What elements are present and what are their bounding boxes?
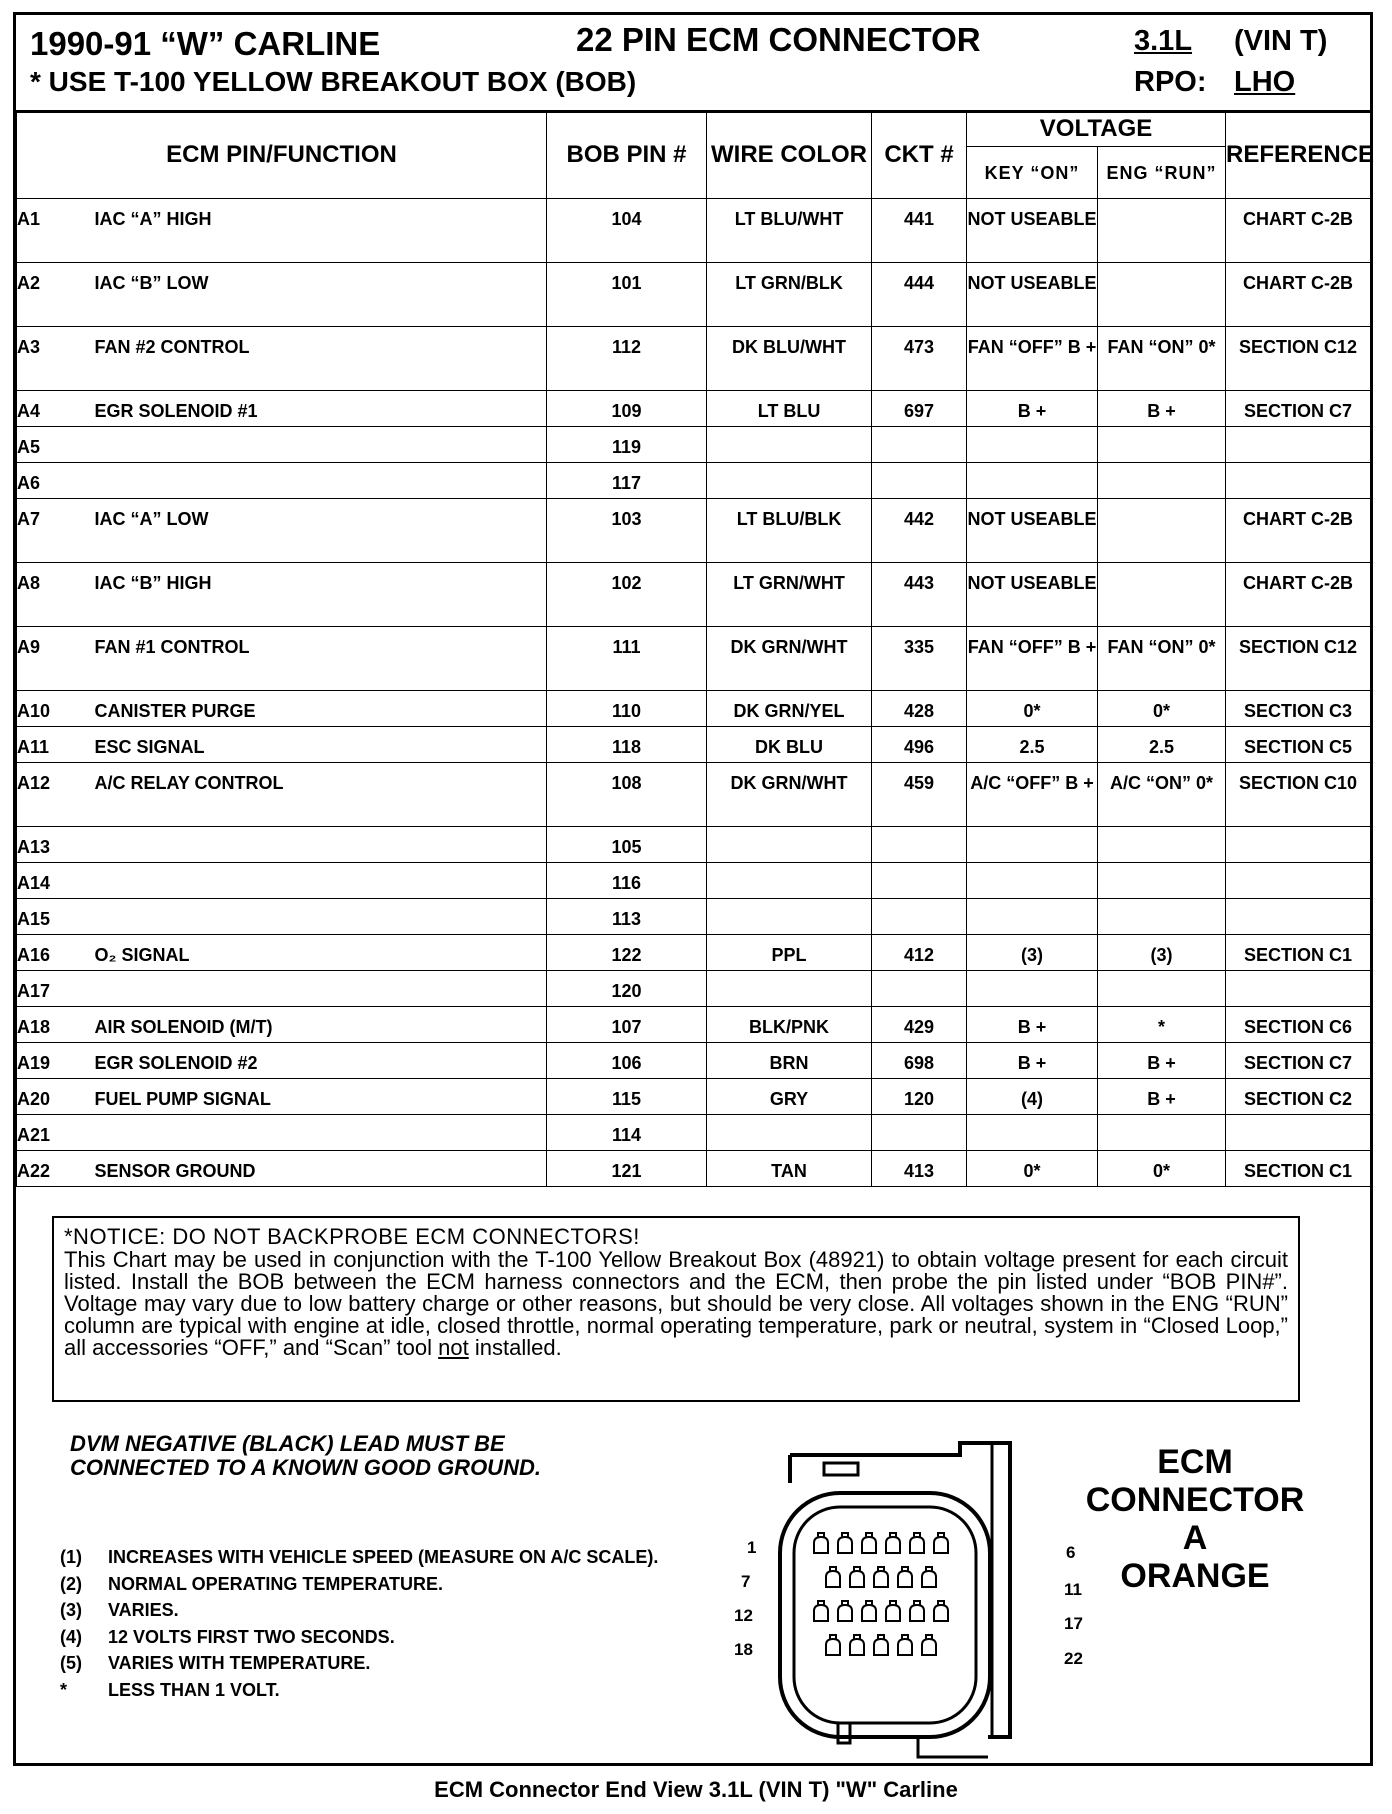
pin-cavity — [910, 1533, 924, 1553]
pin-label-1: 1 — [747, 1538, 757, 1557]
footnote-item — [60, 1680, 280, 1701]
eng-run-cell — [1098, 1115, 1226, 1151]
key-on-cell: FAN “OFF” B + — [967, 627, 1098, 691]
pin-cell: A9 — [17, 627, 95, 691]
col-voltage: VOLTAGE — [967, 111, 1226, 147]
pin-label-18: 18 — [734, 1640, 753, 1659]
pin-cell: A14 — [17, 863, 95, 899]
connector-end-view-diagram — [770, 1437, 1090, 1767]
pin-cell: A22 — [17, 1151, 95, 1187]
function-cell: FAN #2 CONTROL — [95, 327, 547, 391]
wire-color-cell — [707, 463, 872, 499]
function-cell: EGR SOLENOID #2 — [95, 1043, 547, 1079]
footnote-key: * — [60, 1679, 68, 1700]
pin-cavity — [826, 1635, 840, 1655]
connector-label-line-1: ECM — [1157, 1443, 1233, 1481]
pin-cavity — [922, 1635, 936, 1655]
key-on-cell: (4) — [967, 1079, 1098, 1115]
eng-run-cell: B + — [1098, 391, 1226, 427]
pin-cavity — [838, 1533, 852, 1553]
bob-pin-cell: 114 — [547, 1115, 707, 1151]
figure-caption: ECM Connector End View 3.1L (VIN T) "W" Carline — [434, 1777, 958, 1802]
bob-pin-cell: 107 — [547, 1007, 707, 1043]
reference-cell: CHART C-2B — [1226, 199, 1371, 263]
function-cell: IAC “A” HIGH — [95, 199, 547, 263]
pin-label-6: 6 — [1066, 1543, 1076, 1562]
footnote-text: LESS THAN 1 VOLT. — [108, 1679, 280, 1700]
rpo-value: LHO — [1234, 66, 1296, 98]
connector-label-line-2: CONNECTOR A — [1085, 1481, 1305, 1557]
table-row — [17, 499, 1371, 563]
ckt-cell: 698 — [872, 1043, 967, 1079]
bob-note: * USE T-100 YELLOW BREAKOUT BOX (BOB) — [30, 66, 637, 97]
connector-title: 22 PIN ECM CONNECTOR — [576, 21, 981, 58]
eng-run-cell — [1098, 427, 1226, 463]
notice-not: not — [438, 1335, 469, 1360]
pin-cavity — [862, 1533, 876, 1553]
pin-cavity — [898, 1635, 912, 1655]
pin-cell: A15 — [17, 899, 95, 935]
pin-cavity — [898, 1567, 912, 1587]
bob-pin-cell: 108 — [547, 763, 707, 827]
pin-label-11: 11 — [1064, 1580, 1082, 1599]
key-on-cell — [967, 971, 1098, 1007]
bob-pin-cell: 112 — [547, 327, 707, 391]
reference-cell: SECTION C6 — [1226, 1007, 1371, 1043]
key-on-cell: 0* — [967, 691, 1098, 727]
key-on-cell: B + — [967, 391, 1098, 427]
ckt-cell: 443 — [872, 563, 967, 627]
pin-cell: A2 — [17, 263, 95, 327]
footnote-text: VARIES. — [108, 1600, 179, 1620]
eng-run-cell: (3) — [1098, 935, 1226, 971]
pin-cell: A11 — [17, 727, 95, 763]
wire-color-cell: TAN — [707, 1151, 872, 1187]
eng-run-cell: B + — [1098, 1043, 1226, 1079]
pin-cavity — [850, 1635, 864, 1655]
dvm-line-1: DVM NEGATIVE (BLACK) LEAD MUST BE — [70, 1431, 505, 1456]
reference-cell: SECTION C12 — [1226, 327, 1371, 391]
bob-pin-cell: 119 — [547, 427, 707, 463]
pin-cell: A7 — [17, 499, 95, 563]
table-row — [17, 827, 1371, 863]
bob-pin-cell: 111 — [547, 627, 707, 691]
wire-color-cell: DK GRN/WHT — [707, 627, 872, 691]
pin-cavity — [886, 1601, 900, 1621]
table-row — [17, 627, 1371, 691]
eng-run-cell: 0* — [1098, 1151, 1226, 1187]
function-cell — [95, 971, 547, 1007]
table-row — [17, 935, 1371, 971]
function-cell: FUEL PUMP SIGNAL — [95, 1079, 547, 1115]
eng-run-cell: 2.5 — [1098, 727, 1226, 763]
eng-run-cell — [1098, 863, 1226, 899]
table-row — [17, 427, 1371, 463]
footnote-key: (1) — [60, 1547, 82, 1567]
ckt-cell: 697 — [872, 391, 967, 427]
bob-pin-cell: 110 — [547, 691, 707, 727]
function-cell: O₂ SIGNAL — [95, 935, 547, 971]
wire-color-cell: LT BLU/BLK — [707, 499, 872, 563]
reference-cell: SECTION C1 — [1226, 935, 1371, 971]
function-cell: SENSOR GROUND — [95, 1151, 547, 1187]
rpo-label: RPO: — [1134, 66, 1207, 98]
ckt-cell: 429 — [872, 1007, 967, 1043]
reference-cell — [1226, 971, 1371, 1007]
pin-cell: A5 — [17, 427, 95, 463]
pin-label-22: 22 — [1064, 1649, 1083, 1668]
col-reference: REFERENCE — [1226, 111, 1371, 199]
ckt-cell — [872, 427, 967, 463]
pin-cell: A3 — [17, 327, 95, 391]
notice-body — [64, 1249, 1288, 1359]
table-row — [17, 1079, 1371, 1115]
pin-cavity — [862, 1601, 876, 1621]
col-bob-pin: BOB PIN # — [547, 111, 707, 199]
table-row — [17, 691, 1371, 727]
wire-color-cell: DK BLU — [707, 727, 872, 763]
ckt-cell: 335 — [872, 627, 967, 691]
reference-cell — [1226, 863, 1371, 899]
function-cell — [95, 827, 547, 863]
function-cell: FAN #1 CONTROL — [95, 627, 547, 691]
key-on-cell: NOT USEABLE — [967, 263, 1098, 327]
footnote-item — [60, 1547, 658, 1568]
wire-color-cell — [707, 427, 872, 463]
wire-color-cell: DK GRN/WHT — [707, 763, 872, 827]
footnote-key: (5) — [60, 1653, 82, 1673]
wire-color-cell — [707, 863, 872, 899]
table-row — [17, 563, 1371, 627]
pin-cell: A18 — [17, 1007, 95, 1043]
wire-color-cell: BLK/PNK — [707, 1007, 872, 1043]
table-row — [17, 327, 1371, 391]
table-row — [17, 1151, 1371, 1187]
bob-pin-cell: 116 — [547, 863, 707, 899]
vin-code: (VIN T) — [1234, 25, 1328, 57]
function-cell: IAC “B” LOW — [95, 263, 547, 327]
pin-cavity — [814, 1601, 828, 1621]
footnote-item — [60, 1653, 370, 1674]
pin-cell: A12 — [17, 763, 95, 827]
bob-pin-cell: 103 — [547, 499, 707, 563]
eng-run-cell — [1098, 899, 1226, 935]
pin-label-7: 7 — [741, 1572, 751, 1591]
key-on-cell: NOT USEABLE — [967, 499, 1098, 563]
footnote-text: INCREASES WITH VEHICLE SPEED (MEASURE ON A/C SCALE). — [108, 1547, 659, 1567]
bob-pin-cell: 102 — [547, 563, 707, 627]
ckt-cell: 428 — [872, 691, 967, 727]
key-on-cell: 0* — [967, 1151, 1098, 1187]
reference-cell — [1226, 463, 1371, 499]
eng-run-cell — [1098, 263, 1226, 327]
function-cell: A/C RELAY CONTROL — [95, 763, 547, 827]
table-row — [17, 463, 1371, 499]
eng-run-cell — [1098, 499, 1226, 563]
bob-pin-cell: 109 — [547, 391, 707, 427]
col-pin-function: ECM PIN/FUNCTION — [17, 111, 547, 199]
bob-pin-cell: 122 — [547, 935, 707, 971]
pin-cell: A4 — [17, 391, 95, 427]
ckt-cell: 444 — [872, 263, 967, 327]
pin-cell: A10 — [17, 691, 95, 727]
footnote-text: VARIES WITH TEMPERATURE. — [108, 1653, 371, 1673]
wire-color-cell — [707, 971, 872, 1007]
footnote-text: NORMAL OPERATING TEMPERATURE. — [108, 1573, 444, 1594]
function-cell — [95, 899, 547, 935]
eng-run-cell — [1098, 199, 1226, 263]
eng-run-cell — [1098, 971, 1226, 1007]
function-cell — [95, 427, 547, 463]
pin-label-17: 17 — [1064, 1614, 1083, 1633]
ckt-cell: 412 — [872, 935, 967, 971]
key-on-cell: 2.5 — [967, 727, 1098, 763]
key-on-cell: A/C “OFF” B + — [967, 763, 1098, 827]
pin-cell: A20 — [17, 1079, 95, 1115]
pin-label-12: 12 — [734, 1606, 753, 1625]
pin-cavity — [838, 1601, 852, 1621]
chart-header — [16, 15, 1370, 113]
ckt-cell: 442 — [872, 499, 967, 563]
wire-color-cell: PPL — [707, 935, 872, 971]
pin-cell: A13 — [17, 827, 95, 863]
pin-cell: A6 — [17, 463, 95, 499]
eng-run-cell: A/C “ON” 0* — [1098, 763, 1226, 827]
ckt-cell: 120 — [872, 1079, 967, 1115]
table-row — [17, 727, 1371, 763]
notice-heading: *NOTICE: DO NOT BACKPROBE ECM CONNECTORS! — [64, 1224, 640, 1249]
reference-cell: SECTION C1 — [1226, 1151, 1371, 1187]
notice-text: This Chart may be used in conjunction with the T-100 Yellow Breakout Box (48921) to obtain voltage present for each circuit listed. Install the BOB between the ECM harness connectors and the ECM, then probe the pin listed under “BOB PIN#”. Voltage may vary due to low battery charge or other reasons, but should be very close. All voltages shown in the ENG “RUN” column are typical with engine at idle, closed throttle, normal operating temperature, park or neutral, system in “Closed Loop,” all accessories “OFF,” and “Scan” tool — [64, 1247, 1288, 1360]
dvm-warning — [70, 1432, 541, 1480]
reference-cell: SECTION C10 — [1226, 763, 1371, 827]
footnote-item — [60, 1600, 179, 1621]
ckt-cell — [872, 827, 967, 863]
col-key-on: KEY “ON” — [967, 147, 1098, 199]
ckt-cell — [872, 1115, 967, 1151]
reference-cell: SECTION C2 — [1226, 1079, 1371, 1115]
ckt-cell: 473 — [872, 327, 967, 391]
reference-cell — [1226, 827, 1371, 863]
wire-color-cell: GRY — [707, 1079, 872, 1115]
table-row — [17, 199, 1371, 263]
reference-cell: CHART C-2B — [1226, 499, 1371, 563]
bob-pin-cell: 118 — [547, 727, 707, 763]
function-cell: EGR SOLENOID #1 — [95, 391, 547, 427]
col-eng-run: ENG “RUN” — [1098, 147, 1226, 199]
bob-pin-cell: 105 — [547, 827, 707, 863]
table-row — [17, 1043, 1371, 1079]
carline-title: 1990-91 “W” CARLINE — [30, 25, 381, 62]
pin-cavity — [886, 1533, 900, 1553]
table-row — [17, 763, 1371, 827]
dvm-line-2: CONNECTED TO A KNOWN GOOD GROUND. — [70, 1455, 541, 1480]
wire-color-cell: DK GRN/YEL — [707, 691, 872, 727]
function-cell: ESC SIGNAL — [95, 727, 547, 763]
reference-cell: SECTION C3 — [1226, 691, 1371, 727]
key-on-cell: (3) — [967, 935, 1098, 971]
ckt-cell: 496 — [872, 727, 967, 763]
eng-run-cell: 0* — [1098, 691, 1226, 727]
connector-label — [1070, 1443, 1320, 1595]
table-row — [17, 1115, 1371, 1151]
key-on-cell — [967, 463, 1098, 499]
pin-cavity — [934, 1601, 948, 1621]
bob-pin-cell: 115 — [547, 1079, 707, 1115]
notice-text-end: installed. — [468, 1335, 562, 1360]
reference-cell: SECTION C7 — [1226, 391, 1371, 427]
key-on-cell: FAN “OFF” B + — [967, 327, 1098, 391]
ckt-cell — [872, 463, 967, 499]
wire-color-cell: LT BLU — [707, 391, 872, 427]
pin-cell: A16 — [17, 935, 95, 971]
key-on-cell: B + — [967, 1043, 1098, 1079]
pin-cell: A8 — [17, 563, 95, 627]
wire-color-cell: DK BLU/WHT — [707, 327, 872, 391]
reference-cell: SECTION C7 — [1226, 1043, 1371, 1079]
bob-pin-cell: 101 — [547, 263, 707, 327]
eng-run-cell: B + — [1098, 1079, 1226, 1115]
wire-color-cell: BRN — [707, 1043, 872, 1079]
connector-label-line-3: ORANGE — [1120, 1557, 1270, 1595]
pin-cavity — [826, 1567, 840, 1587]
pin-cavity — [910, 1601, 924, 1621]
reference-cell — [1226, 899, 1371, 935]
function-cell: IAC “B” HIGH — [95, 563, 547, 627]
key-on-cell: NOT USEABLE — [967, 563, 1098, 627]
eng-run-cell — [1098, 827, 1226, 863]
key-on-cell: B + — [967, 1007, 1098, 1043]
function-cell — [95, 463, 547, 499]
col-ckt: CKT # — [872, 111, 967, 199]
table-row — [17, 391, 1371, 427]
wire-color-cell — [707, 1115, 872, 1151]
function-cell: CANISTER PURGE — [95, 691, 547, 727]
footnote-key: (2) — [60, 1573, 82, 1594]
table-row — [17, 863, 1371, 899]
pin-cell: A17 — [17, 971, 95, 1007]
pin-cavity — [874, 1635, 888, 1655]
bob-pin-cell: 106 — [547, 1043, 707, 1079]
pin-cell: A21 — [17, 1115, 95, 1151]
eng-run-cell — [1098, 563, 1226, 627]
key-on-cell — [967, 863, 1098, 899]
table-row — [17, 899, 1371, 935]
reference-cell — [1226, 1115, 1371, 1151]
reference-cell: CHART C-2B — [1226, 563, 1371, 627]
wire-color-cell: LT BLU/WHT — [707, 199, 872, 263]
bob-pin-cell: 121 — [547, 1151, 707, 1187]
eng-run-cell — [1098, 463, 1226, 499]
key-on-cell — [967, 1115, 1098, 1151]
pin-voltage-table — [16, 110, 1375, 1187]
notice-box — [52, 1216, 1300, 1402]
footnote-key: (4) — [60, 1626, 82, 1647]
bob-pin-cell: 113 — [547, 899, 707, 935]
connector-pins — [814, 1533, 948, 1655]
pin-cavity — [814, 1533, 828, 1553]
function-cell: AIR SOLENOID (M/T) — [95, 1007, 547, 1043]
eng-run-cell: * — [1098, 1007, 1226, 1043]
function-cell — [95, 1115, 547, 1151]
ckt-cell: 441 — [872, 199, 967, 263]
bob-pin-cell: 104 — [547, 199, 707, 263]
footnote-item — [60, 1574, 443, 1595]
pin-cavity — [922, 1567, 936, 1587]
reference-cell: SECTION C12 — [1226, 627, 1371, 691]
eng-run-cell: FAN “ON” 0* — [1098, 627, 1226, 691]
eng-run-cell: FAN “ON” 0* — [1098, 327, 1226, 391]
key-on-cell — [967, 427, 1098, 463]
ckt-cell: 413 — [872, 1151, 967, 1187]
key-on-cell — [967, 899, 1098, 935]
table-row — [17, 971, 1371, 1007]
key-on-cell — [967, 827, 1098, 863]
pin-cell: A19 — [17, 1043, 95, 1079]
pin-cavity — [874, 1567, 888, 1587]
ckt-cell — [872, 863, 967, 899]
table-row — [17, 263, 1371, 327]
table-body — [17, 199, 1371, 1187]
function-cell — [95, 863, 547, 899]
ckt-cell — [872, 971, 967, 1007]
engine-size: 3.1L — [1134, 25, 1193, 57]
wire-color-cell: LT GRN/WHT — [707, 563, 872, 627]
reference-cell: CHART C-2B — [1226, 263, 1371, 327]
wire-color-cell — [707, 827, 872, 863]
table-row — [17, 1007, 1371, 1043]
footnote-text: 12 VOLTS FIRST TWO SECONDS. — [108, 1626, 395, 1647]
bob-pin-cell: 120 — [547, 971, 707, 1007]
ckt-cell: 459 — [872, 763, 967, 827]
key-on-cell: NOT USEABLE — [967, 199, 1098, 263]
bob-pin-cell: 117 — [547, 463, 707, 499]
col-wire-color: WIRE COLOR — [707, 111, 872, 199]
function-cell: IAC “A” LOW — [95, 499, 547, 563]
wire-color-cell — [707, 899, 872, 935]
pin-cell: A1 — [17, 199, 95, 263]
reference-cell — [1226, 427, 1371, 463]
ckt-cell — [872, 899, 967, 935]
wire-color-cell: LT GRN/BLK — [707, 263, 872, 327]
footnote-key: (3) — [60, 1600, 82, 1620]
reference-cell: SECTION C5 — [1226, 727, 1371, 763]
pin-cavity — [934, 1533, 948, 1553]
footnote-item — [60, 1627, 395, 1648]
pin-cavity — [850, 1567, 864, 1587]
